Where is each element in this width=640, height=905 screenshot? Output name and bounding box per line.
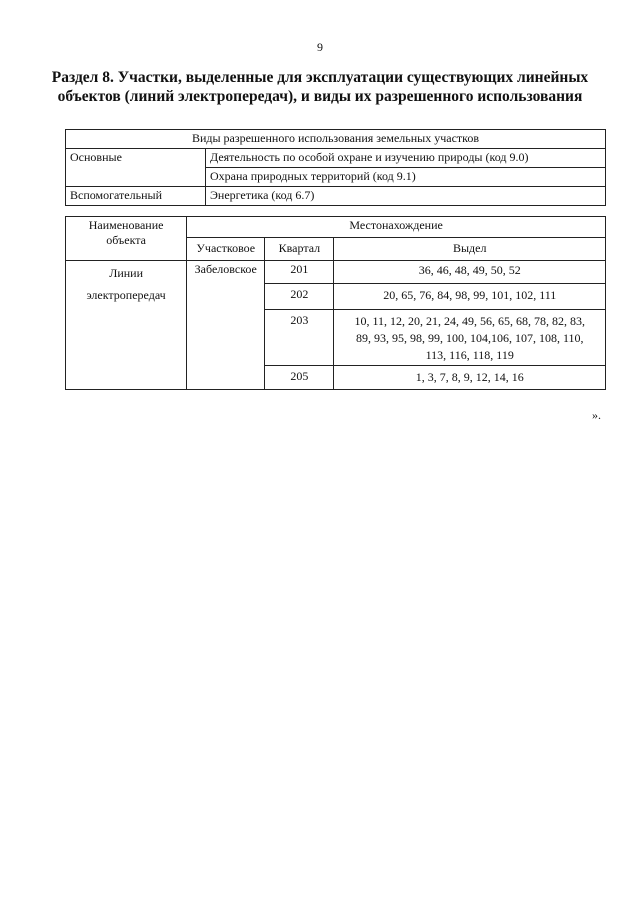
header-quarter: Квартал <box>265 238 334 261</box>
quarter-cell: 201 <box>265 261 334 284</box>
quarter-cell: 203 <box>265 310 334 366</box>
object-name-line-2: электропередач <box>86 288 166 302</box>
use-value-nature-protection: Деятельность по особой охране и изучению природы (код 9.0) <box>206 149 606 168</box>
closing-quote-mark: ». <box>592 408 601 422</box>
subdivision-cell <box>334 261 606 284</box>
object-name-line-1: Линии <box>109 266 144 280</box>
district-cell: Забеловское <box>187 261 265 390</box>
quarter-cell: 205 <box>265 366 334 390</box>
section-heading <box>40 68 600 106</box>
use-category-auxiliary: Вспомогательный <box>66 187 206 206</box>
subdivision-line: 113, 116, 118, 119 <box>425 348 514 362</box>
header-object-name-line-2: объекта <box>106 233 146 247</box>
subdivision-cell <box>334 366 606 390</box>
header-subdivision: Выдел <box>334 238 606 261</box>
quarter-cell: 202 <box>265 284 334 310</box>
subdivision-cell <box>334 284 606 310</box>
subdivision-line: 1, 3, 7, 8, 9, 12, 14, 16 <box>415 370 524 384</box>
permitted-uses-table <box>65 129 606 206</box>
object-name-cell <box>66 261 187 390</box>
subdivision-line: 36, 46, 48, 49, 50, 52 <box>418 263 521 277</box>
header-district: Участковое <box>187 238 265 261</box>
location-table <box>65 216 606 390</box>
subdivision-cell <box>334 310 606 366</box>
use-category-main: Основные <box>66 149 206 187</box>
section-heading-line-1: Раздел 8. Участки, выделенные для эксплуатации существующих линейных <box>51 69 589 86</box>
subdivision-line: 89, 93, 95, 98, 99, 100, 104,106, 107, 108, 110, <box>355 331 584 345</box>
use-value-protected-areas: Охрана природных территорий (код 9.1) <box>206 168 606 187</box>
header-object-name-line-1: Наименование <box>88 218 164 232</box>
subdivision-line: 20, 65, 76, 84, 98, 99, 101, 102, 111 <box>383 288 557 302</box>
subdivision-line: 10, 11, 12, 20, 21, 24, 49, 56, 65, 68, 78, 82, 83, <box>354 314 586 328</box>
use-value-energy: Энергетика (код 6.7) <box>206 187 606 206</box>
page-number: 9 <box>317 40 323 54</box>
section-heading-line-2: объектов (линий электропередач), и виды их разрешенного использования <box>57 88 583 105</box>
permitted-uses-header: Виды разрешенного использования земельных участков <box>66 130 606 149</box>
header-object-name <box>66 217 187 261</box>
header-location: Местонахождение <box>187 217 606 238</box>
